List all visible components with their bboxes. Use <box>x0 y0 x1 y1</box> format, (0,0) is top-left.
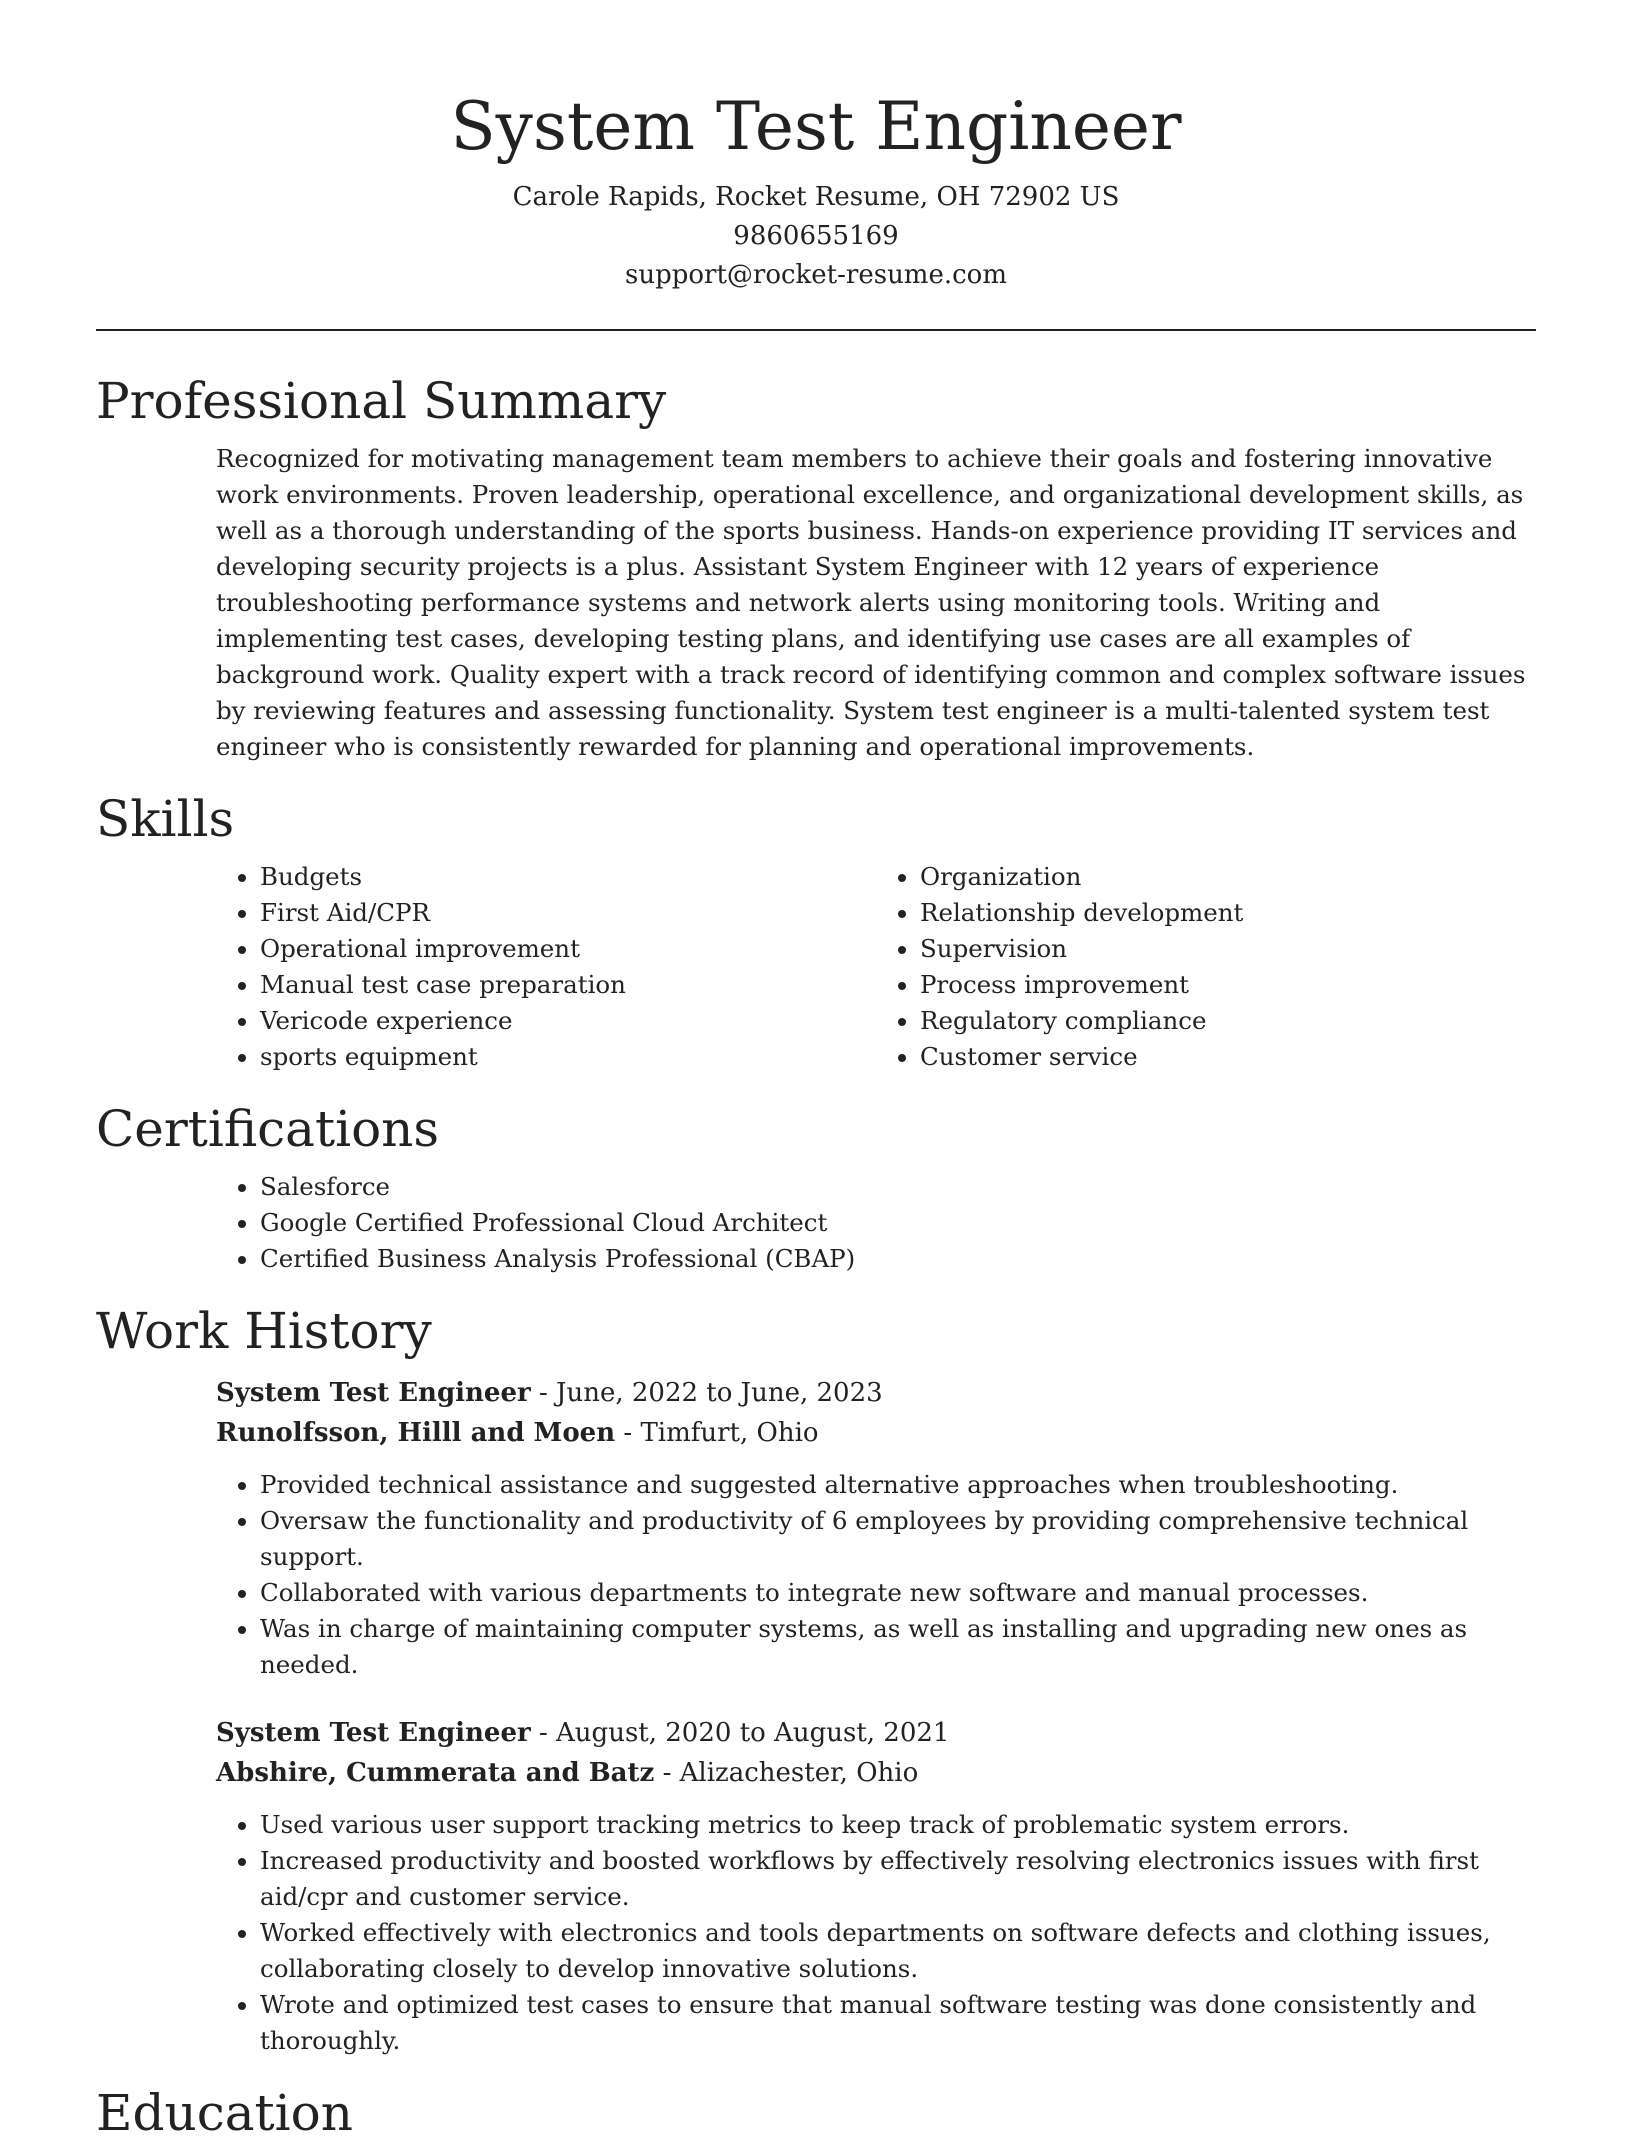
job-bullets <box>216 1467 1536 1683</box>
certification-item: • Certified Business Analysis Professional (CBAP) <box>260 1241 1536 1277</box>
resume-name: System Test Engineer <box>450 88 1182 165</box>
job-company-line <box>216 1753 1536 1793</box>
job-role: System Test Engineer <box>216 1378 531 1408</box>
education-title: Education <box>96 2084 353 2142</box>
skill-item: • Supervision <box>920 931 1536 967</box>
job-bullet: • Was in charge of maintaining computer systems, as well as installing and upgrading new ones as needed. <box>260 1611 1536 1683</box>
job-bullet: • Increased productivity and boosted workflows by effectively resolving electronics issues with first aid/cpr and customer service. <box>260 1843 1536 1915</box>
skill-item: • Manual test case preparation <box>260 967 876 1003</box>
resume-header <box>96 0 1536 295</box>
job-title-line <box>216 1713 1536 1753</box>
job-company: Runolfsson, Hilll and Moen <box>216 1418 616 1448</box>
summary-text: Recognized for motivating management team members to achieve their goals and fostering innovative work environments. Proven leadership, operational excellence, and organizational development skills, as well as a thorough understanding of the sports business. Hands-on experience providing IT services and developing security projects is a plus. Assistant System Engineer with 12 years of experience troubleshooting performance systems and network alerts using monitoring tools. Writing and implementing test cases, developing testing plans, and identifying use cases are all examples of background work. Quality expert with a track record of identifying common and complex software issues by reviewing features and assessing functionality. System test engineer is a multi-talented system test engineer who is consistently rewarded for planning and operational improvements. <box>216 444 1526 761</box>
skill-item: • sports equipment <box>260 1039 876 1075</box>
skill-item: • Operational improvement <box>260 931 876 967</box>
skills-section <box>96 787 1536 1075</box>
skill-item: • Vericode experience <box>260 1003 876 1039</box>
job-bullet: • Worked effectively with electronics and tools departments on software defects and clothing issues, collaborating closely to develop innovative solutions. <box>260 1915 1536 1987</box>
skill-item: • Budgets <box>260 859 876 895</box>
certification-item: • Google Certified Professional Cloud Architect <box>260 1205 1536 1241</box>
job-bullet: • Used various user support tracking metrics to keep track of problematic system errors. <box>260 1807 1536 1843</box>
job-bullet: • Collaborated with various departments to integrate new software and manual processes. <box>260 1575 1536 1611</box>
contact-email: support@rocket-resume.com <box>624 260 1007 290</box>
contact-info <box>96 178 1536 295</box>
certification-item: • Salesforce <box>260 1169 1536 1205</box>
certifications-section <box>96 1097 1536 1277</box>
certifications-title: Certifications <box>96 1100 440 1158</box>
skill-item: • First Aid/CPR <box>260 895 876 931</box>
skills-grid <box>96 851 1536 1075</box>
skills-title: Skills <box>96 790 235 848</box>
summary-title: Professional Summary <box>96 372 667 430</box>
skill-item: • Relationship development <box>920 895 1536 931</box>
skills-list-right <box>876 859 1536 1075</box>
skill-item: • Customer service <box>920 1039 1536 1075</box>
job-role: System Test Engineer <box>216 1718 531 1748</box>
skill-item: • Regulatory compliance <box>920 1003 1536 1039</box>
job-bullets <box>216 1807 1536 2059</box>
education-section <box>96 2081 1536 2145</box>
work-history-title: Work History <box>96 1302 432 1360</box>
certifications-list <box>216 1169 1536 1277</box>
contact-phone: 9860655169 <box>733 221 899 251</box>
work-history-section <box>96 1299 1536 2059</box>
job-company: Abshire, Cummerata and Batz <box>216 1758 655 1788</box>
skills-list-left <box>216 859 876 1075</box>
resume-page <box>96 0 1536 2145</box>
job-title-line <box>216 1373 1536 1413</box>
contact-address: Carole Rapids, Rocket Resume, OH 72902 US <box>512 182 1120 212</box>
skill-item: • Process improvement <box>920 967 1536 1003</box>
job-bullet: • Oversaw the functionality and productivity of 6 employees by providing comprehensive technical support. <box>260 1503 1536 1575</box>
job-location: - Alizachester, Ohio <box>654 1758 919 1788</box>
header-divider <box>96 329 1536 331</box>
job-entry <box>216 1373 1536 1683</box>
skill-item: • Organization <box>920 859 1536 895</box>
job-location: - Timfurt, Ohio <box>615 1418 819 1448</box>
job-entry <box>216 1713 1536 2059</box>
job-dates: - August, 2020 to August, 2021 <box>530 1718 950 1748</box>
summary-section <box>96 369 1536 765</box>
job-bullet: • Provided technical assistance and suggested alternative approaches when troubleshooting. <box>260 1467 1536 1503</box>
job-bullet: • Wrote and optimized test cases to ensure that manual software testing was done consistently and thoroughly. <box>260 1987 1536 2059</box>
job-company-line <box>216 1413 1536 1453</box>
job-dates: - June, 2022 to June, 2023 <box>530 1378 883 1408</box>
